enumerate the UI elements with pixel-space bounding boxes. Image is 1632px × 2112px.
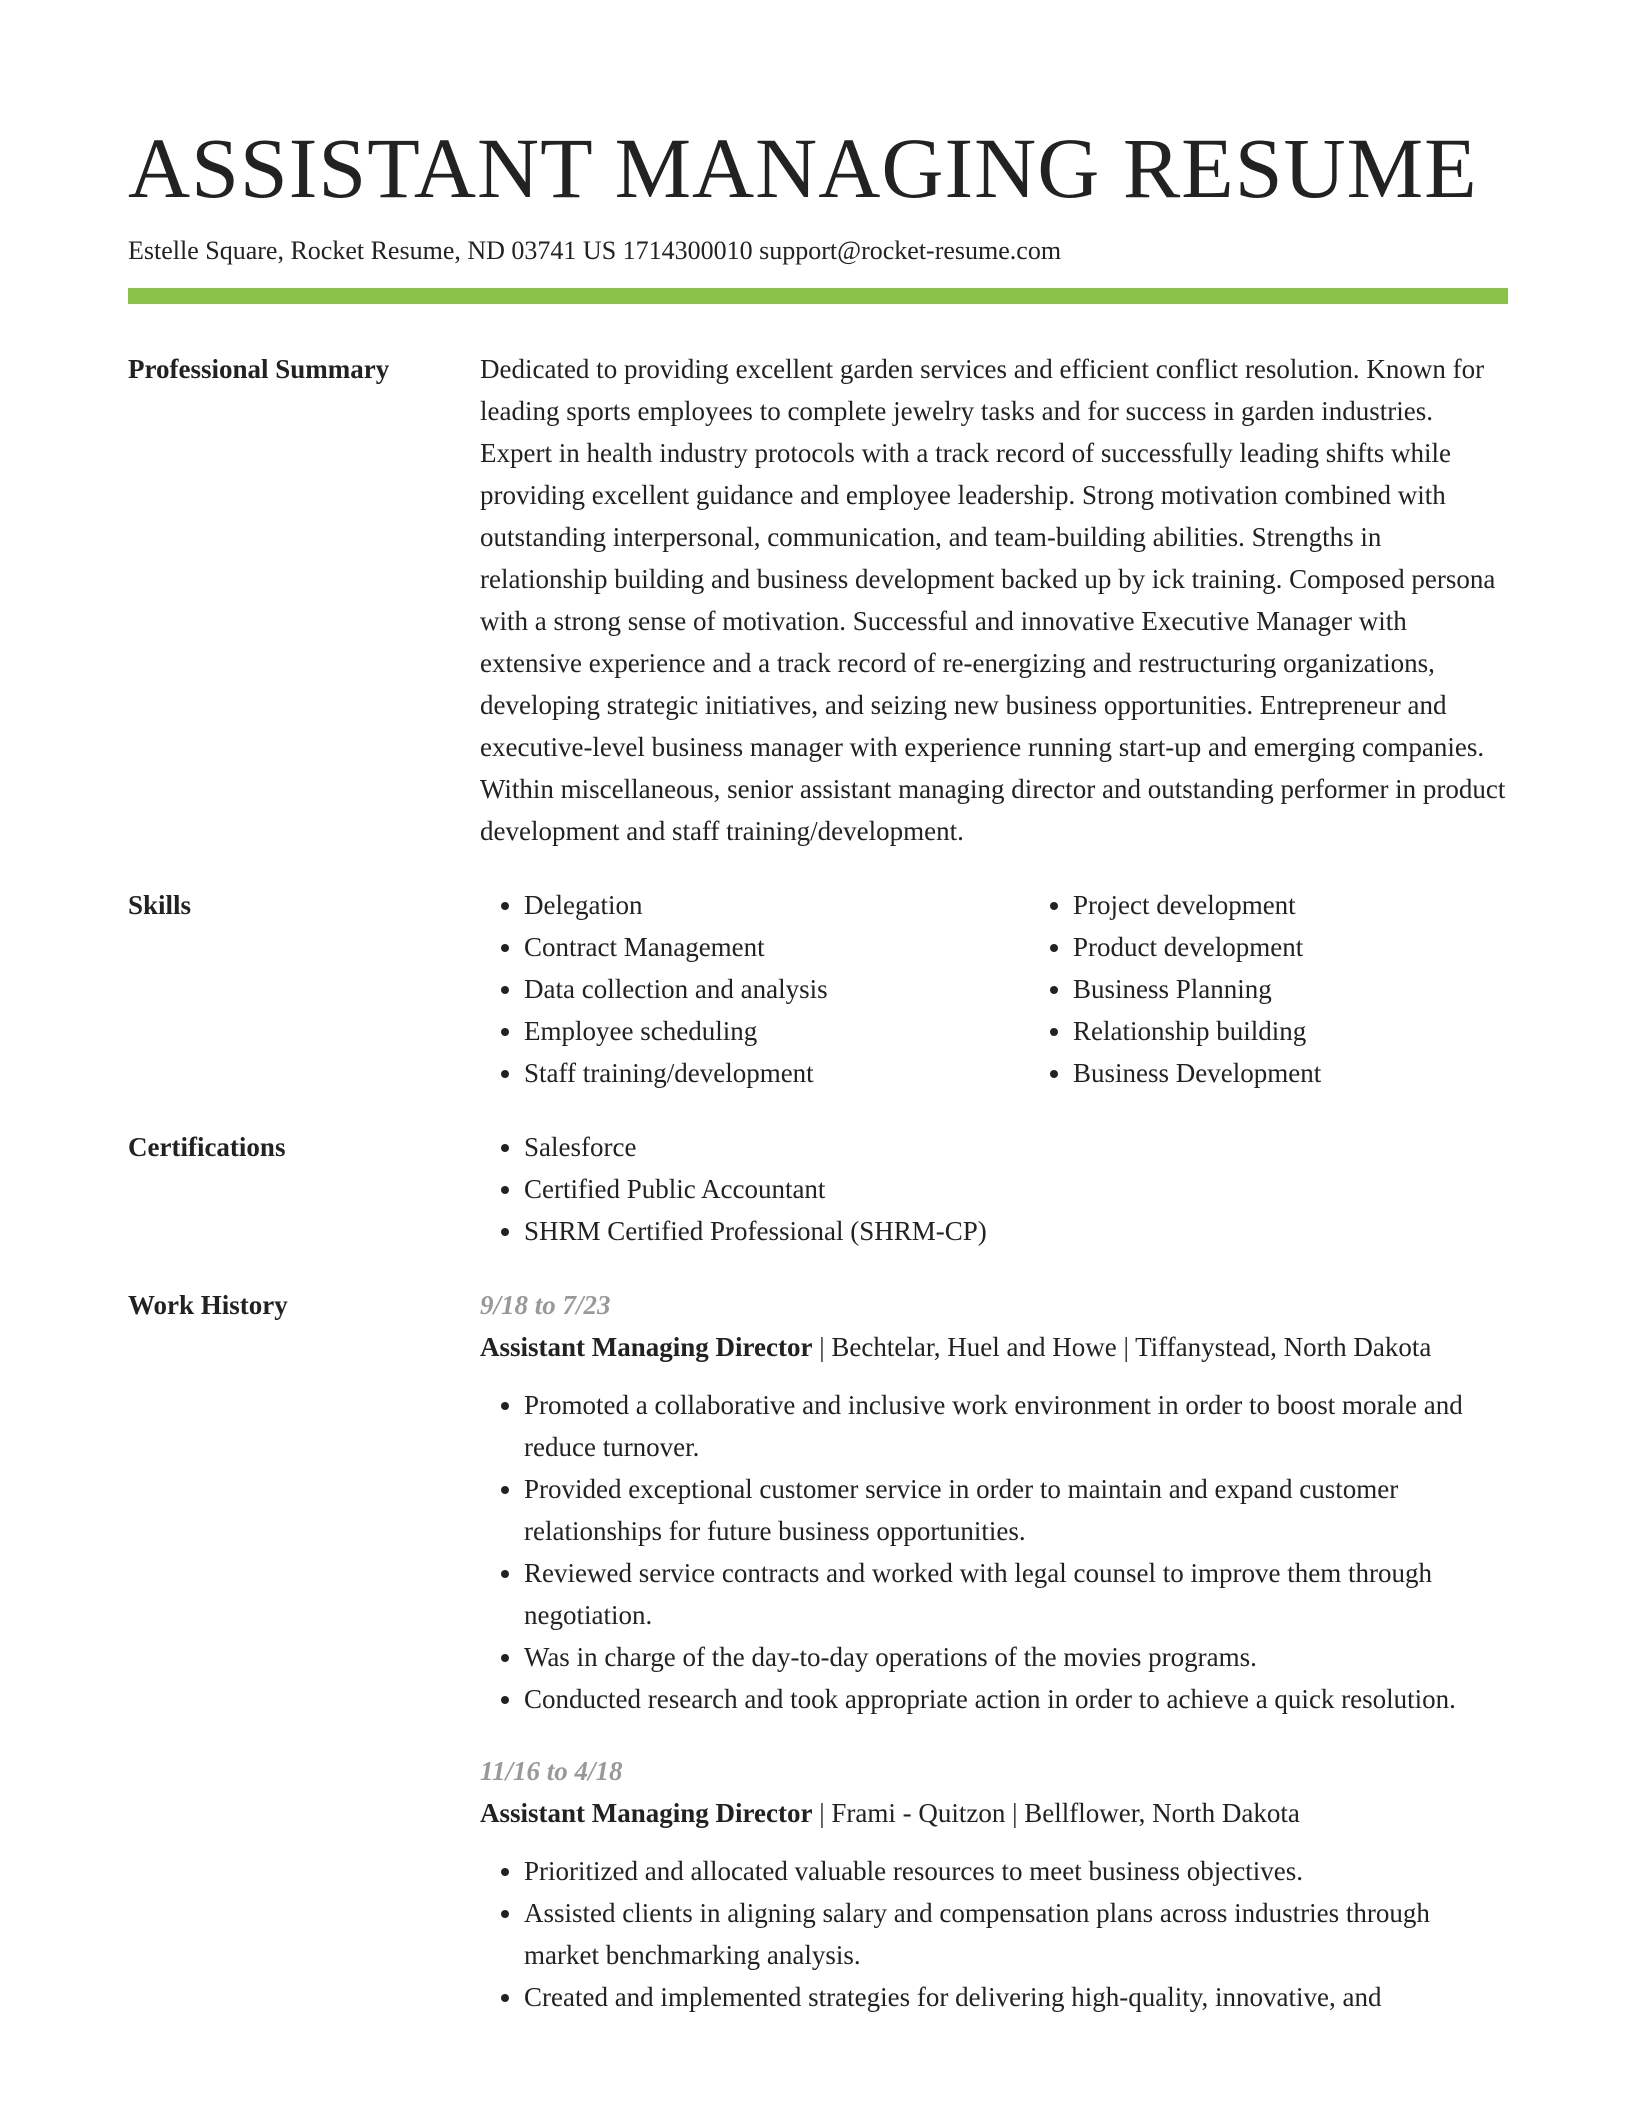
job-details: | Bechtelar, Huel and Howe | Tiffanystead, North Dakota: [812, 1332, 1432, 1362]
certifications-section: [128, 1126, 1508, 1252]
job-heading: [480, 1326, 1508, 1368]
resume-body: [128, 348, 1508, 2080]
resume-title: ASSISTANT MANAGING RESUME: [128, 120, 1478, 216]
section-label: Work History: [128, 1290, 288, 1320]
job-bullet: • Assisted clients in aligning salary and compensation plans across industries through market benchmarking analysis.: [524, 1892, 1508, 1976]
skill-item: • Staff training/development: [524, 1052, 1029, 1094]
section-label: Skills: [128, 890, 192, 920]
job-bullet: • Provided exceptional customer service in order to maintain and expand customer relationships for future business opportunities.: [524, 1468, 1508, 1552]
job-bullets: [480, 1384, 1508, 1720]
job-bullet: • Reviewed service contracts and worked with legal counsel to improve them through negotiation.: [524, 1552, 1508, 1636]
section-label: Professional Summary: [128, 354, 390, 384]
skill-item: • Product development: [1073, 926, 1578, 968]
skill-item: • Delegation: [524, 884, 1029, 926]
summary-section: [128, 348, 1508, 852]
job-entry: [480, 1750, 1508, 2018]
job-entry: [480, 1284, 1508, 1720]
work-history-section: [128, 1284, 1508, 2048]
skill-item: • Relationship building: [1073, 1010, 1578, 1052]
resume-header: [128, 118, 1508, 304]
skills-column-1: [480, 884, 1029, 1094]
skill-item: • Contract Management: [524, 926, 1029, 968]
certification-item: • Salesforce: [524, 1126, 1508, 1168]
summary-text: Dedicated to providing excellent garden services and efficient conflict resolution. Known for leading sports employees to complete jewelry tasks and for success in garden industries. Expert in health industry protocols with a track record of successfully leading shifts while providing excellent guidance and employee leadership. Strong motivation combined with outstanding interpersonal, communication, and team-building abilities. Strengths in relationship building and business development backed up by ick training. Composed persona with a strong sense of motivation. Successful and innovative Executive Manager with extensive experience and a track record of re-energizing and restructuring organizations, developing strategic initiatives, and seizing new business opportunities. Entrepreneur and executive-level business manager with experience running start-up and emerging companies. Within miscellaneous, senior assistant managing director and outstanding performer in product development and staff training/development.: [480, 354, 1506, 846]
skill-item: • Project development: [1073, 884, 1578, 926]
certification-item: • Certified Public Accountant: [524, 1168, 1508, 1210]
job-heading: [480, 1792, 1508, 1834]
job-bullet: • Was in charge of the day-to-day operations of the movies programs.: [524, 1636, 1508, 1678]
contact-line: Estelle Square, Rocket Resume, ND 03741 US 1714300010 support@rocket-resume.com: [128, 236, 1062, 265]
job-bullet: • Promoted a collaborative and inclusive work environment in order to boost morale and reduce turnover.: [524, 1384, 1508, 1468]
certification-item: • SHRM Certified Professional (SHRM-CP): [524, 1210, 1508, 1252]
job-bullet: • Created and implemented strategies for delivering high-quality, innovative, and: [524, 1976, 1508, 2018]
job-bullet: • Conducted research and took appropriate action in order to achieve a quick resolution.: [524, 1678, 1508, 1720]
job-title: Assistant Managing Director: [480, 1332, 813, 1362]
job-title: Assistant Managing Director: [480, 1798, 813, 1828]
certifications-list: [480, 1126, 1508, 1252]
section-label: Certifications: [128, 1132, 286, 1162]
job-dates: 9/18 to 7/23: [480, 1290, 611, 1320]
skill-item: • Employee scheduling: [524, 1010, 1029, 1052]
job-bullet: • Prioritized and allocated valuable resources to meet business objectives.: [524, 1850, 1508, 1892]
skill-item: • Data collection and analysis: [524, 968, 1029, 1010]
skill-item: • Business Development: [1073, 1052, 1578, 1094]
job-dates: 11/16 to 4/18: [480, 1756, 623, 1786]
job-details: | Frami - Quitzon | Bellflower, North Dakota: [812, 1798, 1300, 1828]
job-bullets: [480, 1850, 1508, 2018]
accent-divider: [128, 288, 1508, 304]
skills-section: [128, 884, 1508, 1094]
skills-column-2: [1029, 884, 1578, 1094]
skill-item: • Business Planning: [1073, 968, 1578, 1010]
